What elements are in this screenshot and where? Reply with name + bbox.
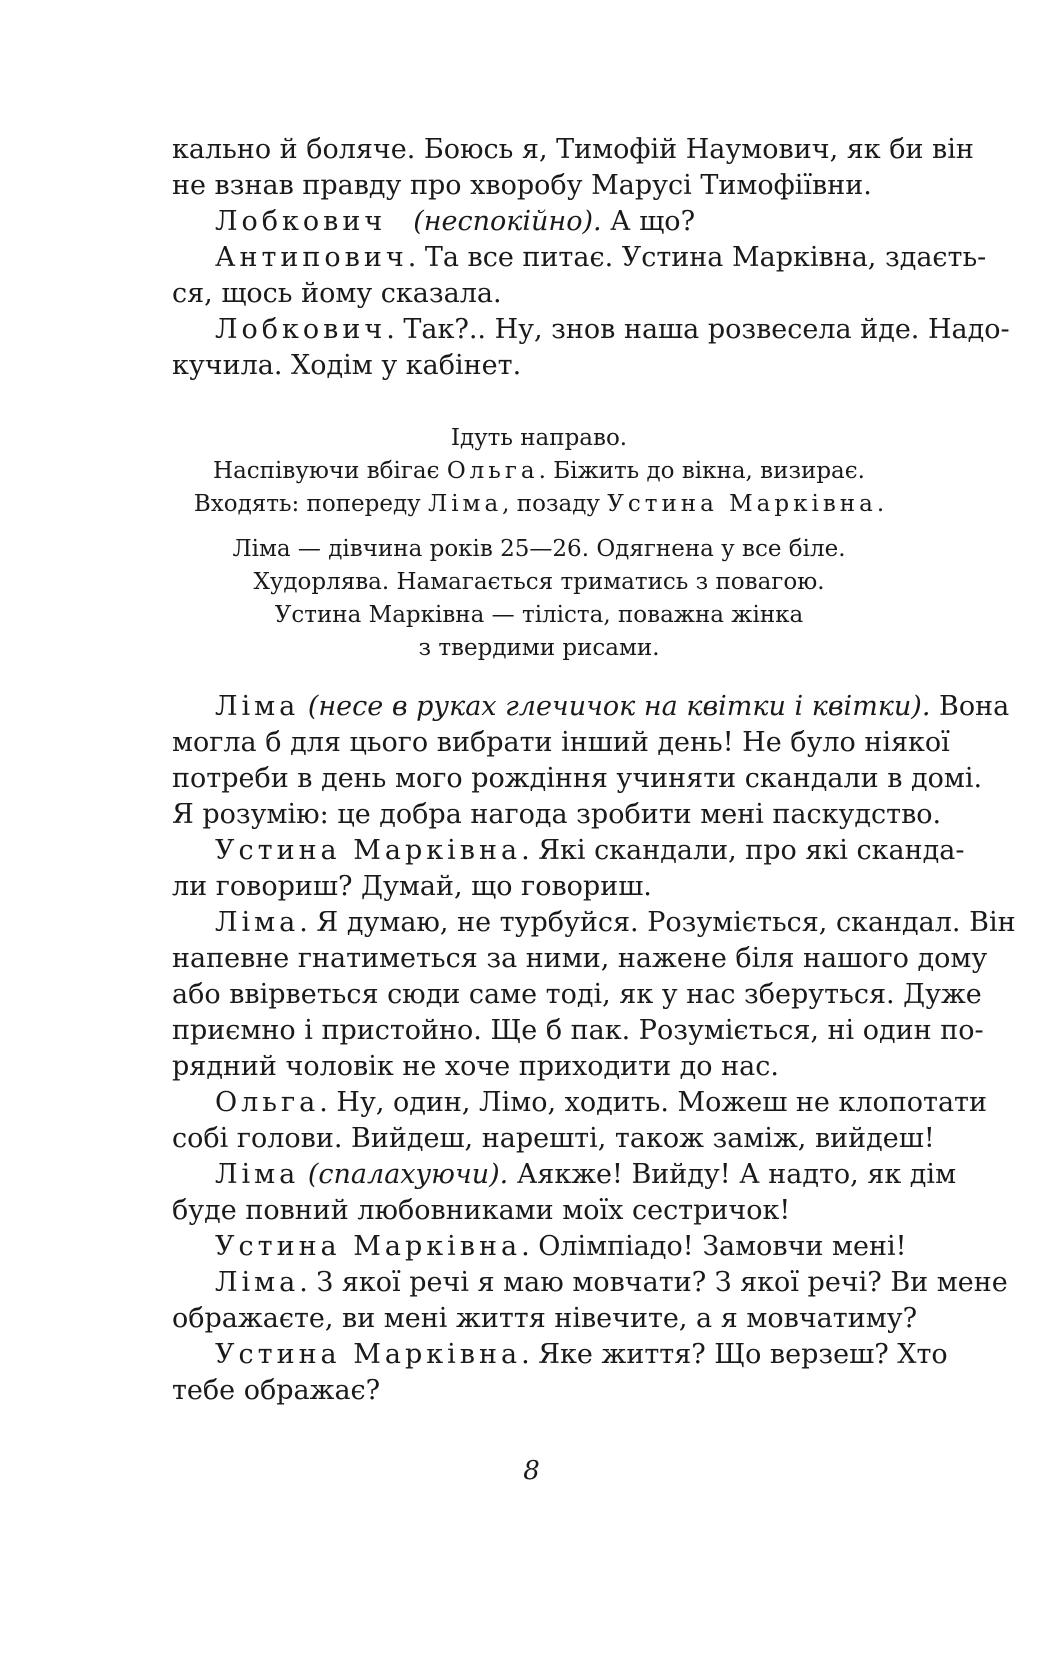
speech-line: Ліма (спалахуючи). Аякже! Вийду! А надто, як дім: [215, 1159, 957, 1190]
text-segment: кально й боляче. Боюсь я, Тимофій Наумович, як би він: [172, 134, 974, 165]
speaker-name: Лобкович: [215, 314, 387, 345]
stage-direction: (неспокійно).: [413, 206, 602, 237]
stage-direction-block: [172, 422, 906, 521]
text-line: [172, 132, 974, 168]
speech-line: Ліма. З якої речі я маю мовчати? З якої речі? Ви мене: [215, 1267, 1008, 1298]
character-description-block: [172, 533, 906, 665]
character-name: Ліма: [428, 491, 503, 517]
speech-line: рядний чоловік не хоче приходити до нас.: [172, 1051, 779, 1082]
page-body: [172, 132, 1016, 1409]
stage-line: Входять: попереду Ліма, позаду Устина Марківна.: [193, 491, 885, 517]
stage-line: з твердими рисами.: [418, 635, 660, 661]
stage-line: Худорлява. Намагається триматись з повагою.: [253, 569, 825, 595]
speech-line: [172, 276, 906, 312]
stage-line: Ліма — дівчина років 25—26. Одягнена у все біле.: [232, 536, 846, 562]
speech-line: [172, 204, 906, 240]
speech-line: Устина Марківна. Які скандали, про які сканда-: [215, 835, 965, 866]
speech-text: А що?: [601, 206, 696, 237]
speech-line: потреби в день мого рождіння учиняти скандали в домі.: [172, 763, 983, 794]
text-line: [172, 168, 906, 204]
page-number: 8: [523, 1456, 540, 1486]
speech-text: ся, щось йому сказала.: [172, 278, 502, 309]
speaker-name: Ліма: [215, 691, 300, 722]
speech-line: напевне гнатиметься за ними, нажене біля нашого дому: [172, 943, 988, 974]
speech-line: тебе ображає?: [172, 1375, 381, 1406]
speech-text: . Так?.. Ну, знов наша розвесела йде. Надо-: [386, 314, 1010, 345]
speech-line: [172, 312, 1010, 348]
character-name: Ольга: [446, 458, 539, 484]
speech-text: . Та все питає. Устина Марківна, здаєть-: [407, 242, 987, 273]
speech-line: [172, 240, 987, 276]
speech-line: Устина Марківна. Яке життя? Що верзеш? Хто: [215, 1339, 948, 1370]
speech-line: Устина Марківна. Олімпіадо! Замовчи мені!: [215, 1231, 907, 1262]
speech-line: ображаєте, ви мені життя нівечите, а я мовчатиму?: [172, 1303, 918, 1334]
speaker-name: Ліма: [215, 1159, 300, 1190]
speech-line: ли говориш? Думай, що говориш.: [172, 871, 652, 902]
stage-line: Устина Марківна — тіліста, поважна жінка: [274, 602, 804, 628]
speech-line: Ліма. Я думаю, не турбуйся. Розуміється, скандал. Він: [215, 907, 1016, 938]
stage-direction: (несе в руках глечичок на квітки і квітки).: [307, 691, 931, 722]
speech-line: Я розумію: це добра нагода зробити мені паскудство.: [172, 799, 942, 830]
text-segment: не взнав правду про хворобу Марусі Тимофіївни.: [172, 170, 872, 201]
stage-line: Ідуть направо.: [450, 425, 628, 451]
speaker-name: Ліма: [215, 907, 300, 938]
speech-line: [172, 348, 906, 384]
speaker-name: Устина Марківна: [215, 1339, 522, 1370]
speech-line: собі голови. Вийдеш, нарешті, також заміж, вийдеш!: [172, 1123, 935, 1154]
stage-direction: (спалахуючи).: [307, 1159, 509, 1190]
speaker-name: Ольга: [215, 1087, 320, 1118]
speech-line: Ліма (несе в руках глечичок на квітки і квітки). Вона: [215, 691, 1010, 722]
speaker-name: Ліма: [215, 1267, 300, 1298]
character-name: Устина Марківна: [607, 491, 877, 517]
speech-line: або ввірветься сюди саме тоді, як у нас зберуться. Дуже: [172, 979, 982, 1010]
speech-text: кучила. Ходім у кабінет.: [172, 350, 522, 381]
stage-line: Наспівуючи вбігає Ольга. Біжить до вікна, визирає.: [213, 458, 865, 484]
speech-line: Ольга. Ну, один, Лімо, ходить. Можеш не клопотати: [215, 1087, 987, 1118]
speaker-name: Устина Марківна: [215, 835, 522, 866]
speech-line: могла б для цього вибрати інший день! Не було ніякої: [172, 727, 950, 758]
speaker-name: Лобкович: [215, 206, 387, 237]
speaker-name: Антипович: [215, 242, 408, 273]
speech-line: буде повний любовниками моїх сестричок!: [172, 1195, 791, 1226]
speech-line: приємно і пристойно. Ще б пак. Розуміється, ні один по-: [172, 1015, 984, 1046]
speaker-name: Устина Марківна: [215, 1231, 522, 1262]
